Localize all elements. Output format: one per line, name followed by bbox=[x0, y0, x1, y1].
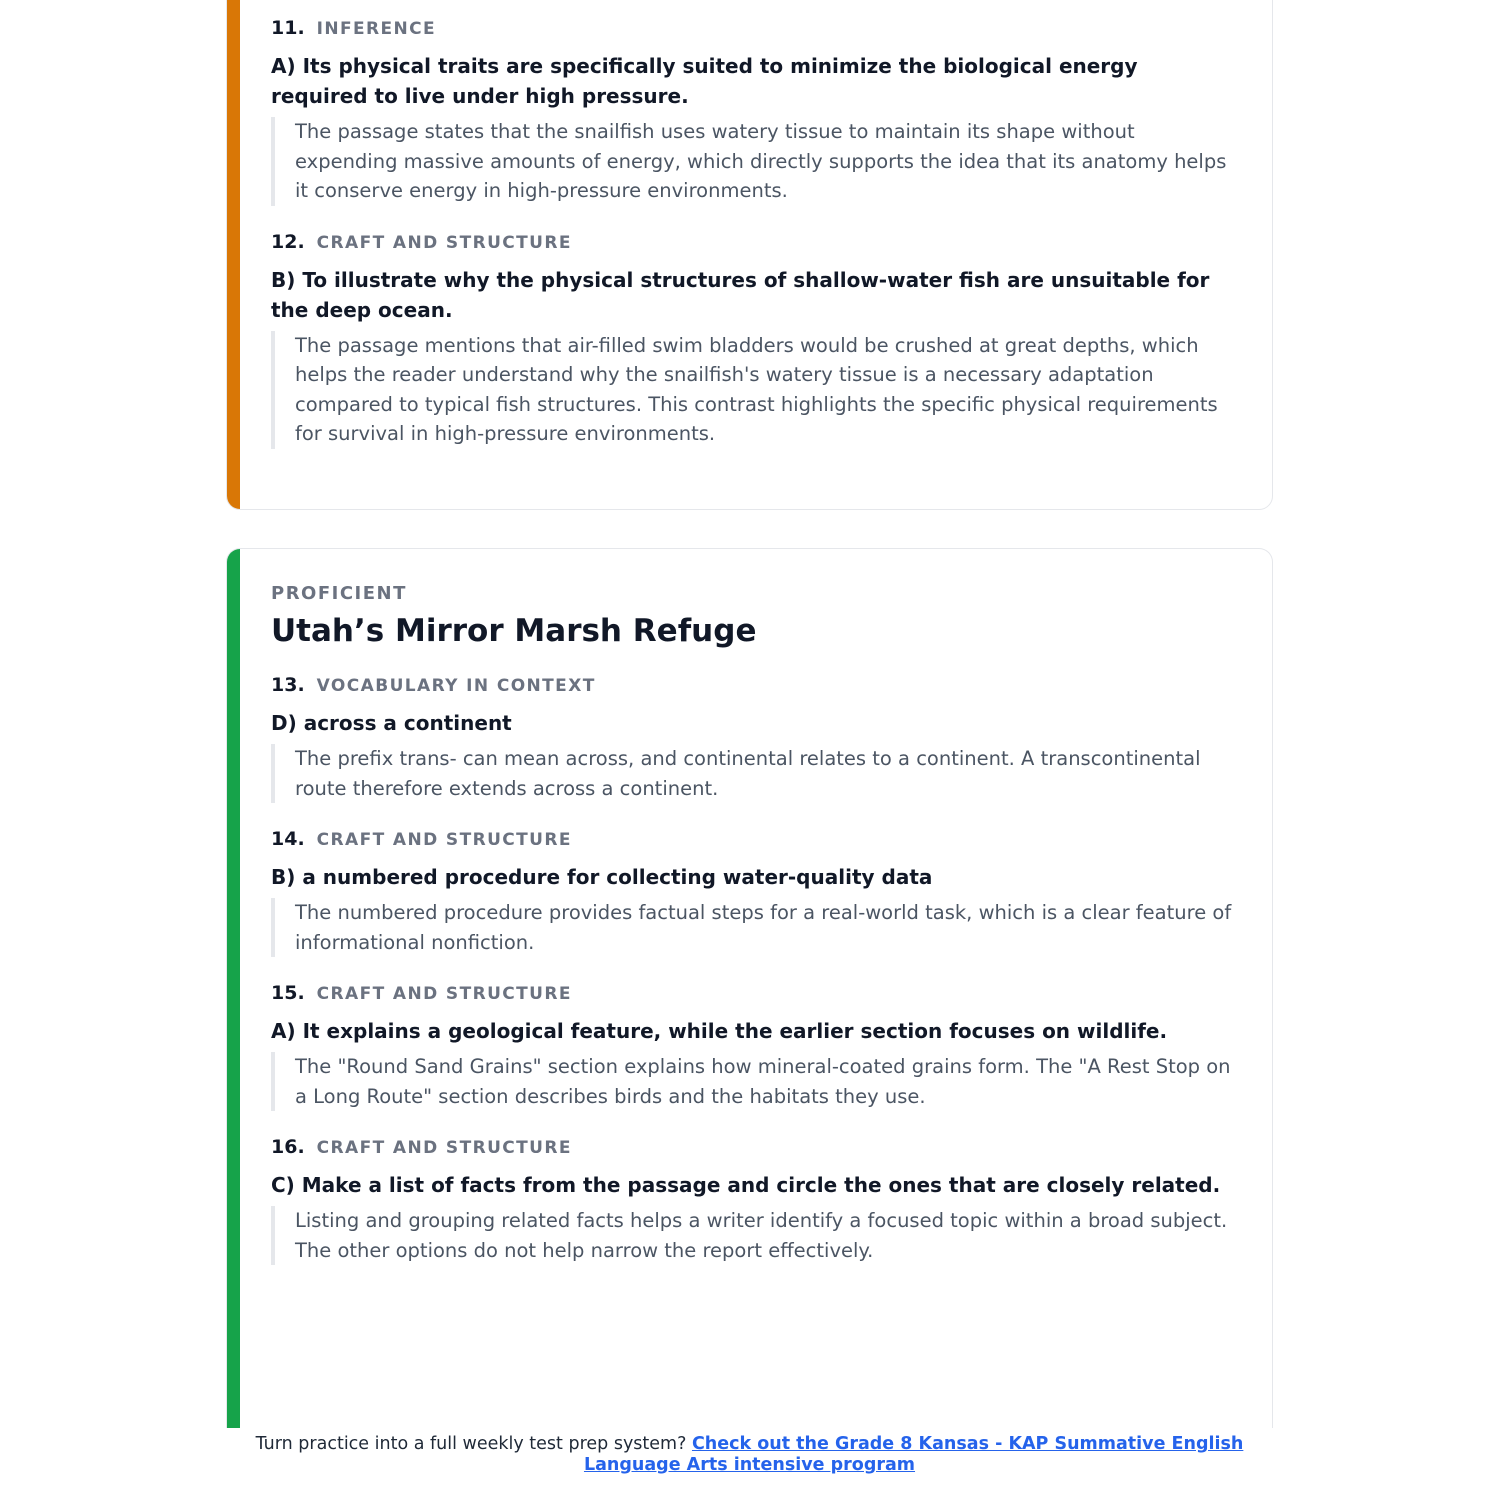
question-number: 12. bbox=[271, 230, 305, 253]
answer-explanation: The numbered procedure provides factual steps for a real-world task, which is a clear feature of informational nonfiction. bbox=[271, 898, 1238, 957]
proficiency-level-label: PROFICIENT bbox=[271, 583, 407, 604]
question-category: CRAFT AND STRUCTURE bbox=[316, 232, 572, 253]
question-category: CRAFT AND STRUCTURE bbox=[316, 984, 572, 1004]
answer-explanation: Listing and grouping related facts helps a writer identify a focused topic within a broad subject. The other options do not help narrow the report effectively. bbox=[271, 1206, 1238, 1265]
footer-promo bbox=[226, 1434, 1273, 1476]
answer-card-1 bbox=[226, 0, 1273, 510]
footer-text: Turn practice into a full weekly test prep system? bbox=[255, 1434, 687, 1454]
question-item bbox=[271, 827, 1238, 957]
question-item bbox=[271, 230, 1238, 449]
answer-explanation: The prefix trans- can mean across, and continental relates to a continent. A transcontinental route therefore extends across a continent. bbox=[271, 744, 1238, 803]
question-number: 16. bbox=[271, 1136, 305, 1158]
question-category: INFERENCE bbox=[316, 19, 437, 39]
question-number: 11. bbox=[271, 17, 305, 39]
answer-explanation: The passage mentions that air-filled swim bladders would be crushed at great depths, which helps the reader understand why the snailfish's watery tissue is a necessary adaptation compared to typical fish structures. This contrast highlights the specific physical requirements for survival in high-pressure environments. bbox=[271, 331, 1238, 449]
question-number: 15. bbox=[271, 982, 305, 1004]
answer-explanation: The passage states that the snailfish uses watery tissue to maintain its shape without expending massive amounts of energy, which directly supports the idea that its anatomy helps it conserve energy in high-pressure environments. bbox=[271, 117, 1238, 206]
correct-answer: C) Make a list of facts from the passage and circle the ones that are closely related. bbox=[271, 1173, 1221, 1197]
question-item bbox=[271, 981, 1238, 1111]
question-category: VOCABULARY IN CONTEXT bbox=[316, 676, 596, 696]
correct-answer: D) across a continent bbox=[271, 711, 512, 735]
question-category: CRAFT AND STRUCTURE bbox=[316, 1138, 572, 1158]
question-item bbox=[271, 1135, 1238, 1265]
correct-answer: B) To illustrate why the physical structures of shallow-water fish are unsuitable for the deep ocean. bbox=[271, 267, 1210, 322]
passage-title: Utah’s Mirror Marsh Refuge bbox=[271, 613, 757, 649]
question-number: 13. bbox=[271, 674, 305, 696]
program-link[interactable]: Check out the Grade 8 Kansas - KAP Summative English Language Arts intensive program bbox=[583, 1434, 1244, 1475]
question-number: 14. bbox=[271, 828, 305, 850]
question-category: CRAFT AND STRUCTURE bbox=[316, 830, 572, 850]
correct-answer: A) Its physical traits are specifically suited to minimize the biological energy required to live under high pressure. bbox=[271, 54, 1138, 108]
card-accent-bar bbox=[227, 0, 240, 509]
correct-answer: A) It explains a geological feature, while the earlier section focuses on wildlife. bbox=[271, 1019, 1168, 1043]
answer-explanation: The "Round Sand Grains" section explains how mineral-coated grains form. The "A Rest Stop on a Long Route" section describes birds and the habitats they use. bbox=[271, 1052, 1238, 1111]
correct-answer: B) a numbered procedure for collecting water-quality data bbox=[271, 865, 933, 889]
question-item bbox=[271, 673, 1238, 803]
question-item bbox=[271, 16, 1238, 206]
card-accent-bar bbox=[227, 549, 240, 1428]
answer-card-2 bbox=[226, 548, 1273, 1428]
